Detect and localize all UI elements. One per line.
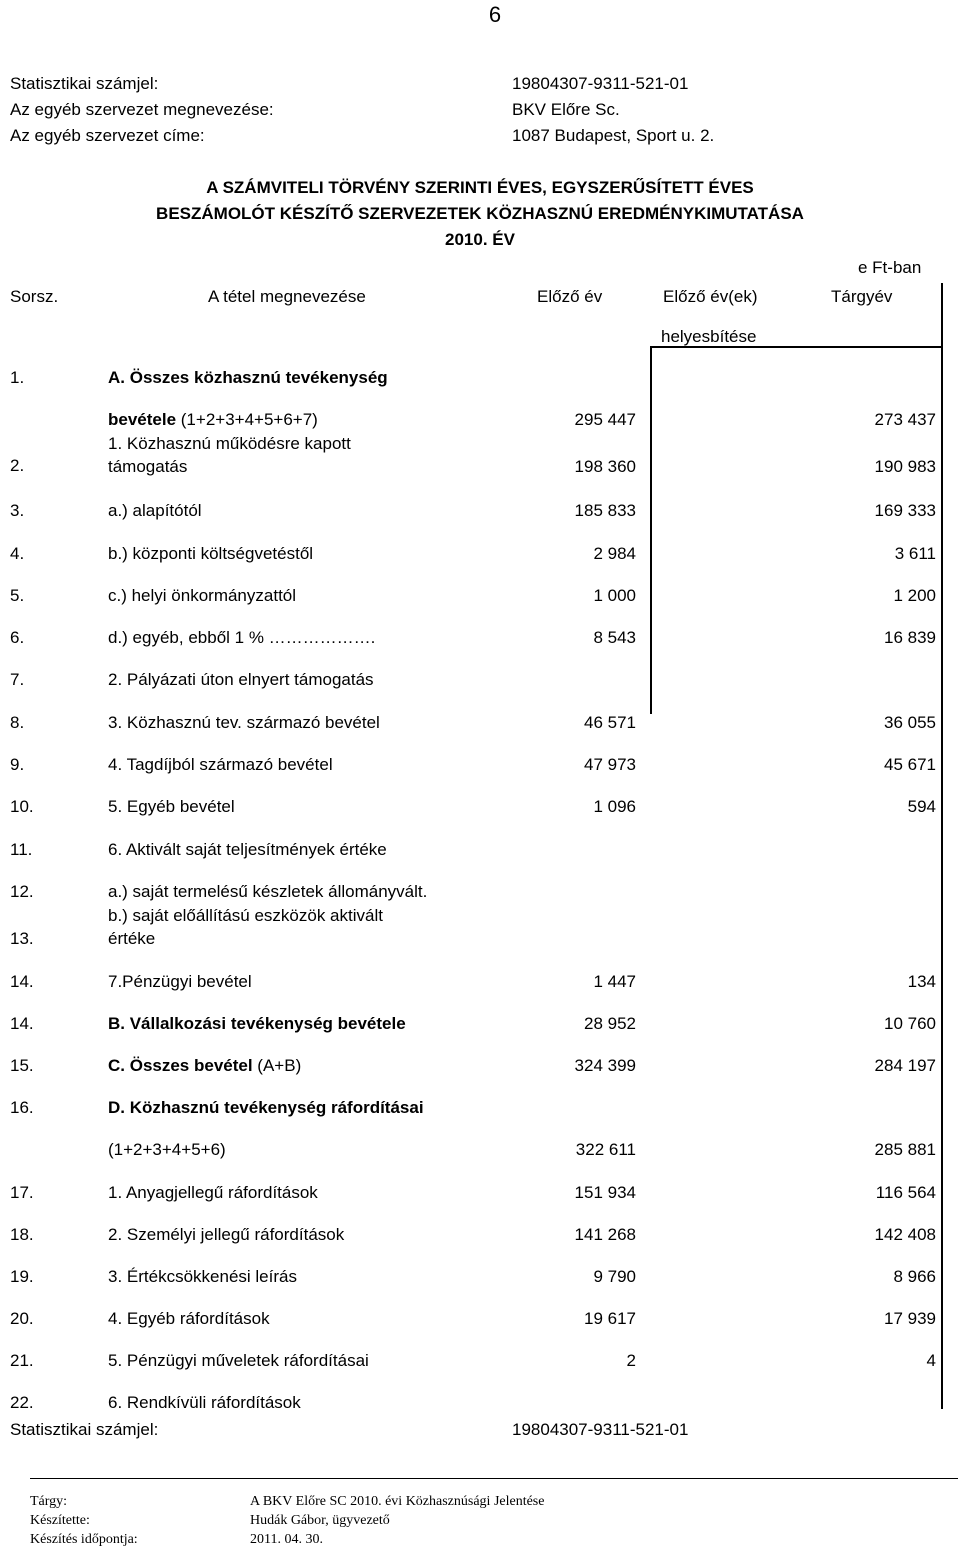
row-number: 19. (10, 1267, 34, 1286)
prev-value: 1 447 (593, 972, 636, 991)
row-label: 4. Tagdíjból származó bevétel (108, 755, 333, 774)
header-value: BKV Előre Sc. (512, 100, 620, 119)
row-number: 12. (10, 882, 34, 901)
prev-value: 295 447 (574, 410, 636, 429)
row-number: 1. (10, 368, 25, 387)
row-number: 7. (10, 670, 25, 689)
col-current: Tárgyév (831, 287, 893, 306)
row-number: 11. (10, 840, 33, 859)
prev-value: 28 952 (584, 1014, 636, 1033)
row-label: 3. Közhasznú tev. származó bevétel (108, 713, 380, 732)
current-value: 4 (926, 1351, 936, 1370)
row-label: 1. Közhasznú működésre kapott (108, 434, 351, 453)
row-label: 7.Pénzügyi bevétel (108, 972, 252, 991)
row-number: 15. (10, 1056, 34, 1075)
prev-value: 1 096 (593, 797, 636, 816)
row-label: 4. Egyéb ráfordítások (108, 1309, 270, 1328)
current-value: 17 939 (884, 1309, 936, 1328)
prev-value: 2 (626, 1351, 636, 1370)
current-value: 16 839 (884, 628, 936, 647)
current-value: 285 881 (874, 1140, 936, 1159)
footer-value: A BKV Előre SC 2010. évi Közhasznúsági Jelentése (250, 1494, 545, 1509)
footer-label: Készítés időpontja: (30, 1532, 138, 1547)
prev-value: 8 543 (593, 628, 636, 647)
row-number: 9. (10, 755, 25, 774)
current-value: 8 966 (893, 1267, 936, 1286)
col-name: A tétel megnevezése (208, 287, 366, 306)
prev-value: 324 399 (574, 1056, 636, 1075)
header-value: 1087 Budapest, Sport u. 2. (512, 126, 715, 145)
row-label: b.) saját előállítású eszközök aktivált (108, 906, 383, 925)
row-number: 20. (10, 1309, 34, 1328)
prev-value: 2 984 (593, 544, 636, 563)
unit-label: e Ft-ban (858, 258, 922, 277)
table-border (650, 346, 943, 348)
row-label: 3. Értékcsökkenési leírás (108, 1267, 297, 1286)
prev-value: 47 973 (584, 755, 636, 774)
row-number: 14. (10, 1014, 34, 1033)
prev-value: 19 617 (584, 1309, 636, 1328)
bottom-stat-value: 19804307-9311-521-01 (512, 1420, 689, 1439)
row-label: 6. Rendkívüli ráfordítások (108, 1393, 301, 1412)
row-number: 10. (10, 797, 34, 816)
row-number: 6. (10, 628, 25, 647)
current-value: 10 760 (884, 1014, 936, 1033)
row-label: B. Vállalkozási tevékenység bevétele (108, 1014, 406, 1033)
prev-value: 198 360 (574, 457, 636, 476)
row-label: 5. Egyéb bevétel (108, 797, 235, 816)
col-prev-correction: Előző év(ek) (663, 287, 758, 306)
row-label: d.) egyéb, ebből 1 % ………………. (108, 628, 376, 647)
header-label: Az egyéb szervezet címe: (10, 126, 205, 145)
row-number: 18. (10, 1225, 34, 1244)
row-label: A. Összes közhasznú tevékenység (108, 368, 388, 387)
table-border (941, 283, 943, 346)
header-value: 19804307-9311-521-01 (512, 74, 689, 93)
row-label: 2. Pályázati úton elnyert támogatás (108, 670, 374, 689)
current-value: 169 333 (874, 501, 936, 520)
row-number: 13. (10, 929, 34, 948)
row-label: D. Közhasznú tevékenység ráfordításai (108, 1098, 424, 1117)
current-value: 190 983 (874, 457, 936, 476)
table-border (650, 346, 652, 714)
row-label: bevétele (1+2+3+4+5+6+7) (108, 410, 318, 429)
row-label: (1+2+3+4+5+6) (108, 1140, 226, 1159)
current-value: 594 (907, 797, 936, 816)
current-value: 36 055 (884, 713, 936, 732)
prev-value: 141 268 (574, 1225, 636, 1244)
prev-value: 322 611 (575, 1140, 636, 1159)
bottom-stat-label: Statisztikai számjel: (10, 1420, 159, 1439)
current-value: 284 197 (874, 1056, 936, 1075)
col-sorsz: Sorsz. (10, 287, 59, 306)
current-value: 273 437 (874, 410, 936, 429)
row-label: a.) alapítótól (108, 501, 202, 520)
row-label: b.) központi költségvetéstől (108, 544, 314, 563)
row-number: 4. (10, 544, 25, 563)
current-value: 142 408 (874, 1225, 936, 1244)
row-number: 2. (10, 456, 25, 475)
header-label: Statisztikai számjel: (10, 74, 159, 93)
row-label: 1. Anyagjellegű ráfordítások (108, 1183, 318, 1202)
footer-divider (30, 1478, 958, 1479)
current-value: 3 611 (894, 544, 936, 563)
footer-value: 2011. 04. 30. (250, 1532, 323, 1547)
prev-value: 9 790 (593, 1267, 636, 1286)
document-title-line-3: 2010. ÉV (445, 230, 515, 249)
row-label: értéke (108, 929, 156, 948)
document-title-line-1: A SZÁMVITELI TÖRVÉNY SZERINTI ÉVES, EGYSZERŰSÍTETT ÉVES (206, 178, 754, 197)
row-number: 5. (10, 586, 25, 605)
footer-value: Hudák Gábor, ügyvezető (250, 1513, 390, 1528)
row-label: a.) saját termelésű készletek állományvált. (108, 882, 428, 901)
col-prev-correction-2: helyesbítése (661, 327, 757, 346)
prev-value: 46 571 (584, 713, 636, 732)
row-label: 6. Aktivált saját teljesítmények értéke (108, 840, 387, 859)
table-border (941, 346, 943, 1409)
col-prev: Előző év (537, 287, 603, 306)
footer-label: Tárgy: (30, 1494, 68, 1509)
current-value: 45 671 (884, 755, 936, 774)
prev-value: 151 934 (574, 1183, 636, 1202)
row-label: 2. Személyi jellegű ráfordítások (108, 1225, 345, 1244)
row-number: 21. (10, 1351, 34, 1370)
row-label: c.) helyi önkormányzattól (108, 586, 297, 605)
page-number: 6 (488, 2, 502, 27)
row-number: 17. (10, 1183, 34, 1202)
current-value: 1 200 (893, 586, 936, 605)
row-label: C. Összes bevétel (A+B) (108, 1056, 302, 1075)
row-label: támogatás (108, 457, 188, 476)
current-value: 134 (907, 972, 936, 991)
row-number: 22. (10, 1393, 34, 1412)
row-number: 3. (10, 501, 25, 520)
prev-value: 1 000 (593, 586, 636, 605)
document-title-line-2: BESZÁMOLÓT KÉSZÍTŐ SZERVEZETEK KÖZHASZNÚ EREDMÉNYKIMUTATÁSA (156, 204, 804, 223)
row-number: 16. (10, 1098, 34, 1117)
footer-label: Készítette: (30, 1513, 90, 1528)
prev-value: 185 833 (574, 501, 636, 520)
row-label: 5. Pénzügyi műveletek ráfordításai (108, 1351, 369, 1370)
current-value: 116 564 (875, 1183, 936, 1202)
row-number: 14. (10, 972, 34, 991)
row-number: 8. (10, 713, 25, 732)
header-label: Az egyéb szervezet megnevezése: (10, 100, 274, 119)
